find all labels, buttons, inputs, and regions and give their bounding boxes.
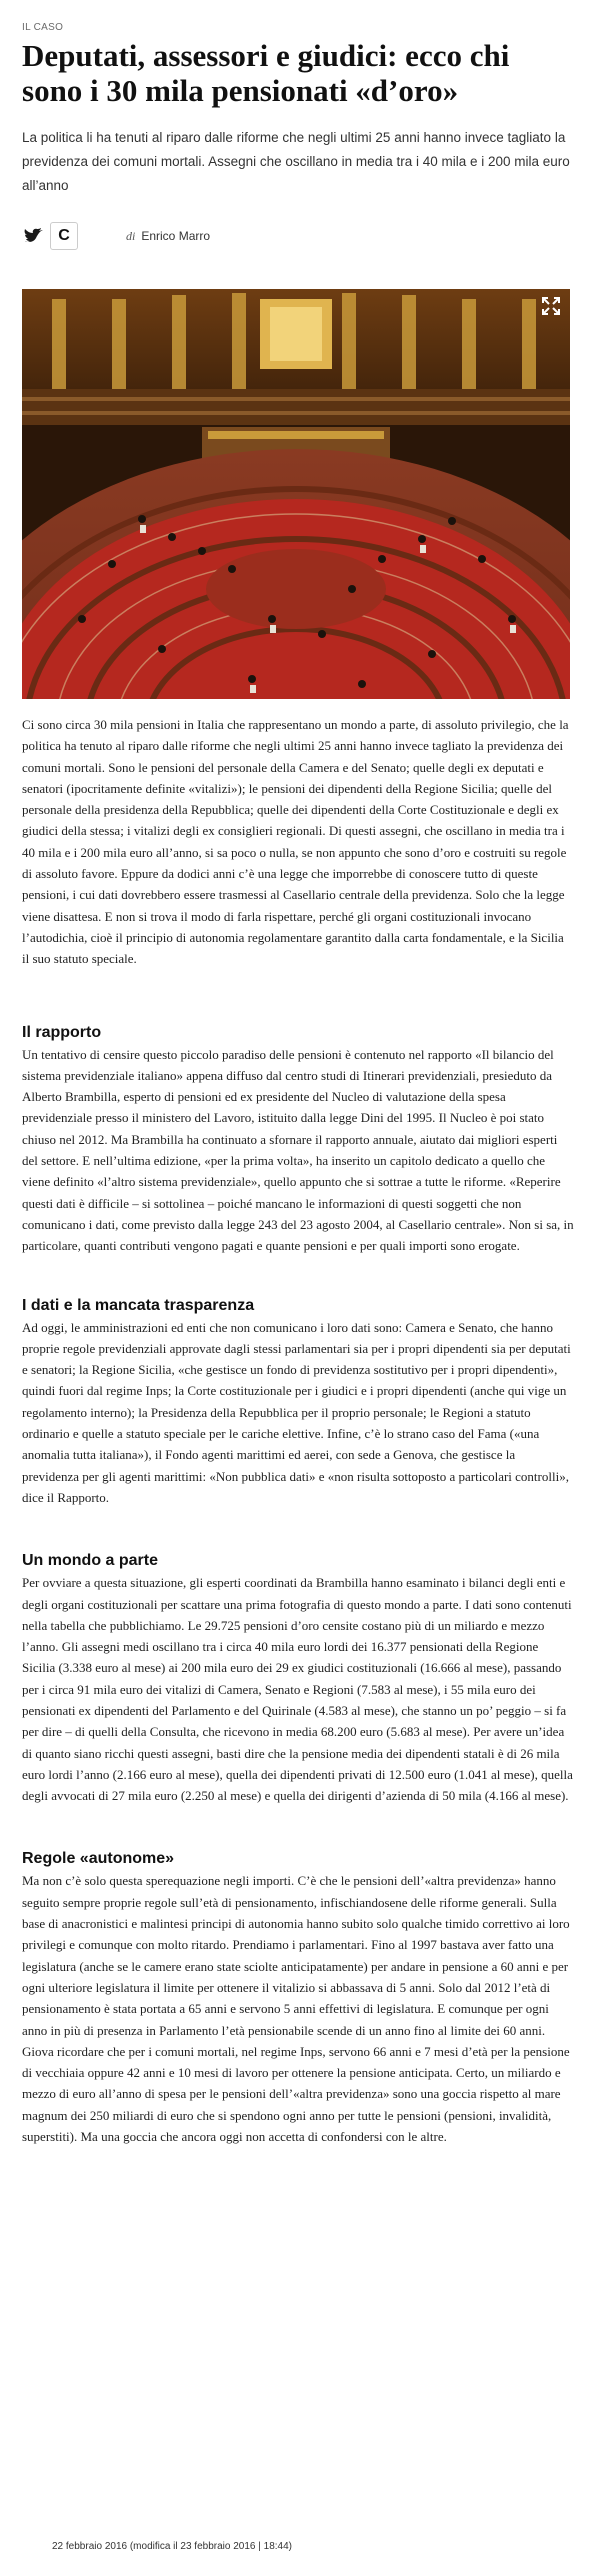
section-paragraph: Ma non c’è solo questa sperequazione negli importi. C’è che le pensioni dell’«altra previdenza» hanno seguito sempre proprie regole sull’età di pensionamento, infischiandosene delle riforme generali. Sulla base di anacronistici e malintesi principi di autonomia hanno subito solo qualche timido correttivo ai loro privilegi e comunque con molto ritardo. Prendiamo i parlamentari. Fino al 1997 bastava aver fatto una legislatura (anche se le camere erano state sciolte anticipatamente) per andare in pensione a 60 anni e per ogni ulteriore legislatura il limite per ottenere il vitalizio si abbassava di 5 anni. Solo dal 2012 l’età di pensionamento è stata portata a 65 anni e servono 5 anni effettivi di legislatura. E comunque per ogni anno in più di presenza in Parlamento l’età pensionabile scende di un anno fino al limite dei 60 anni. Giova ricordare che per i comuni mortali, nel regime Inps, servono 66 anni e 7 mesi d’età per la pensione di vecchiaia oppure 42 anni e 10 mesi di lavoro per ottenere la pensione anticipata. Certo, un miliardo e mezzo di euro all’anno di spesa per le pensioni dell’«altra previdenza» sono una goccia rispetto al mare magnum dei 250 miliardi di euro che si spendono ogni anno per tutte le pensioni (pensioni, invalidità, superstiti). Ma una goccia che ancora oggi non accetta di confondersi con le altre. bbox=[22, 1873, 570, 2145]
expand-icon[interactable] bbox=[542, 297, 560, 315]
article-body bbox=[22, 714, 574, 2147]
section-heading: I dati e la mancata trasparenza bbox=[22, 1296, 255, 1314]
pdf-icon[interactable]: C bbox=[50, 222, 78, 250]
section-paragraph: Per ovviare a questa situazione, gli esperti coordinati da Brambilla hanno esaminato i bilanci degli enti e degli organi costituzionali per scattare una prima fotografia di questo mondo a parte. I dati sono contenuti nella tabella che pubblichiamo. Le 29.725 pensioni d’oro censite costano più di un miliardo e mezzo l’anno. Gli assegni medi oscillano tra i circa 40 mila euro lordi dei 16.377 pensionati della Regione Sicilia (3.338 euro al mese) ai 200 mila euro dei 29 ex giudici costituzionali (16.666 al mese), passando per i circa 91 mila euro dei vitalizi di Camera, Senato e Regioni (7.583 al mese), i 55 mila euro dei pensionati ex dipendenti del Parlamento e del Quirinale (4.583 al mese), che stanno un po’ peggio – si fa per dire – di quelli della Consulta, che ricevono in media 68.200 euro (5.683 al mese). Per avere un’idea di quanto siano ricchi questi assegni, basti dire che la pensione media dei dipendenti statali è di 26 mila euro lordi l’anno (2.166 euro al mese), quella dei dipendenti privati di 12.500 euro (1.041 al mese), quella degli avvocati di 27 mila euro (2.250 al mese) e quella dei dirigenti d’azienda di 50 mila (4.166 al mese). bbox=[22, 1575, 573, 1804]
section-heading: Regole «autonome» bbox=[22, 1850, 175, 1868]
section-heading: Il rapporto bbox=[22, 1023, 102, 1041]
section-paragraph: Ad oggi, le amministrazioni ed enti che non comunicano i loro dati sono: Camera e Senato, che hanno proprie regole previdenziali approvate dagli stessi parlamentari sia per i propri dipendenti sia per deputati e senatori; la Regione Sicilia, «che gestisce un fondo di previdenza sostitutivo per i propri dipendenti», quindi fuori dal regime Inps; la Corte costituzionale per i giudici e i propri dipendenti (anche qui vige un regolamento interno); la Presidenza della Repubblica per il proprio personale; le Regioni a statuto ordinario e quelle a statuto speciale per le cariche elettive. Infine, c’è lo strano caso del Fama («una anomalia tutta italiana»), il Fondo agenti marittimi ed aerei, con sede a Genova, che gestisce la previdenza per gli agenti marittimi: «Non pubblica dati» e «non risulta sottoposto a particolari controlli», dice il Rapporto. bbox=[22, 1319, 571, 1505]
twitter-icon[interactable] bbox=[22, 224, 46, 248]
byline bbox=[22, 223, 574, 249]
article-intro: Ci sono circa 30 mila pensioni in Italia che rappresentano un mondo a parte, di assoluto privilegio, che la politica ha tenuto al riparo dalle riforme che negli ultimi 25 anni hanno invece tagliato la previdenza dei comuni mortali. Sono le pensioni del personale della Camera e del Senato; quelle degli ex deputati e senatori (ipocritamente definite «vitalizi»); le pensioni dei dipendenti della Regione Sicilia; quelle del personale della presidenza della Repubblica; quelle dei dipendenti della Corte Costituzionale e degli ex giudici della stessa; i vitalizi degli ex consiglieri regionali. Di questi assegni, che oscillano in media tra i 40 mila e i 200 mila euro all’anno, si sa poco o nulla, se non appunto che sono d’oro e costruiti su regole di assoluto favore. Eppure da dodici anni c’è una legge che imporrebbe di conoscere tutto di queste pensioni, i cui dati dovrebbero essere trasmessi al Casellario centrale della previdenza. Solo che la legge viene disattesa. E non si trova il modo di farla rispettare, perché gli organi costituzionali invocano l’autodichia, cioè il principio di autonomia regolamentare garantito dalla carta fondamentale, e la Sicilia il suo statuto speciale. bbox=[22, 717, 569, 967]
author-prefix: di bbox=[126, 228, 136, 243]
author-name[interactable]: Enrico Marro bbox=[141, 229, 211, 243]
publish-timestamp: 22 febbraio 2016 (modifica il 23 febbraio 2016 | 18:44) bbox=[52, 2541, 292, 2552]
senate-chamber-photo bbox=[22, 289, 570, 699]
article-title: Deputati, assessori e giudici: ecco chi sono i 30 mila pensionati «d’oro» bbox=[22, 38, 510, 108]
section-paragraph: Un tentativo di censire questo piccolo paradiso delle pensioni è contenuto nel rapporto «Il bilancio del sistema previdenziale italiano» appena diffuso dal centro studi di Itinerari previdenziali, presieduto da Alberto Brambilla, esperto di pensioni ed ex presidente del Nucleo di valutazione della spesa previdenziale presso il ministero del Lavoro, istituito dalla legge Dini del 1995. Il Nucleo è poi stato chiuso nel 2012. Ma Brambilla ha continuato a sfornare il rapporto annuale, aiutato dai migliori esperti del settore. E nell’ultima edizione, «per la prima volta», ha inserito un capitolo dedicato a quello che viene definito «l’altro sistema previdenziale», quello appunto che si sottrae a tutte le riforme. «Reperire questi dati è difficile – si sottolinea – poiché mancano le informazioni di questi soggetti che non comunicano i dati, come previsto dalla legge 243 del 23 agosto 2004, al Casellario centrale». Non si sa, in particolare, quanti contributi vengono pagati e quante pensioni e per quali importi sono erogate. bbox=[22, 1046, 574, 1254]
section-heading: Un mondo a parte bbox=[22, 1552, 159, 1570]
hero-image[interactable] bbox=[22, 289, 570, 699]
section-tag[interactable]: IL CASO bbox=[22, 22, 64, 33]
article-subtitle: La politica li ha tenuti al riparo dalle riforme che negli ultimi 25 anni hanno invece tagliato la previdenza dei comuni mortali. Assegni che oscillano in media tra i 40 mila e i 200 mila euro all’anno bbox=[22, 130, 570, 193]
